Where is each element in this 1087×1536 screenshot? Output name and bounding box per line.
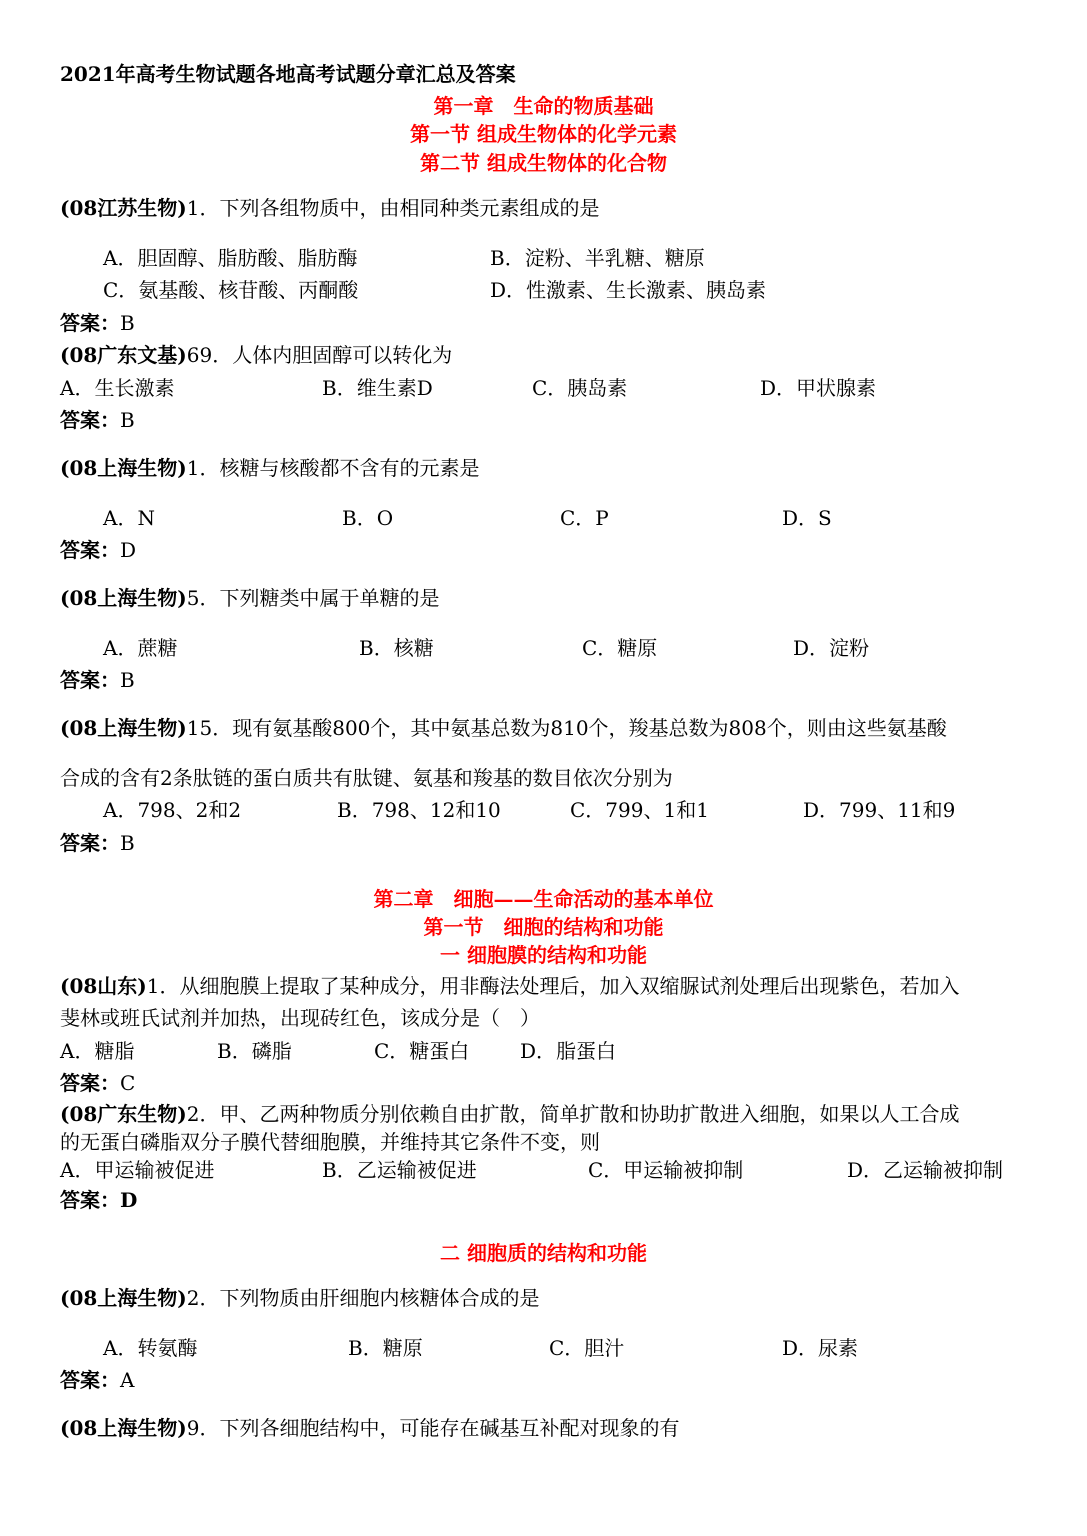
option-a: A．糖脂 bbox=[60, 1039, 135, 1063]
answer-7 bbox=[60, 1186, 137, 1214]
question-stem: 69．人体内胆固醇可以转化为 bbox=[186, 343, 453, 367]
option-d: D．脂蛋白 bbox=[520, 1039, 617, 1063]
option-b: B．糖原 bbox=[348, 1336, 423, 1360]
option-b: B．磷脂 bbox=[217, 1039, 292, 1063]
option-a: A．甲运输被促进 bbox=[60, 1158, 215, 1182]
question-8 bbox=[60, 1284, 540, 1312]
option-d: D．尿素 bbox=[782, 1336, 859, 1360]
answer-label: 答案： bbox=[60, 538, 120, 562]
answer-label: 答案： bbox=[60, 1188, 120, 1212]
option-b: B．维生素D bbox=[322, 376, 433, 400]
question-9 bbox=[60, 1414, 680, 1442]
question-source: (08上海生物) bbox=[60, 716, 187, 740]
option-a: A．N bbox=[103, 506, 155, 530]
answer-2 bbox=[60, 406, 135, 434]
question-source: (08上海生物) bbox=[60, 586, 187, 610]
answer-4 bbox=[60, 666, 135, 694]
answer-1 bbox=[60, 309, 135, 337]
answer-label: 答案： bbox=[60, 1071, 120, 1095]
option-a: A．生长激素 bbox=[60, 376, 175, 400]
option-b: B．乙运输被促进 bbox=[322, 1158, 477, 1182]
answer-3 bbox=[60, 536, 136, 564]
option-d: D．甲状腺素 bbox=[760, 376, 877, 400]
question-stem: 9．下列各细胞结构中，可能存在碱基互补配对现象的有 bbox=[186, 1416, 680, 1440]
option-b: B．核糖 bbox=[359, 636, 434, 660]
chapter-2-part-1-heading: 一 细胞膜的结构和功能 bbox=[440, 943, 647, 967]
option-b: B．O bbox=[342, 506, 394, 530]
chapter-2-part-2-heading: 二 细胞质的结构和功能 bbox=[440, 1241, 647, 1265]
option-c: C．甲运输被抑制 bbox=[588, 1158, 744, 1182]
answer-value: D bbox=[120, 538, 137, 562]
option-c: C．P bbox=[560, 506, 609, 530]
answer-label: 答案： bbox=[60, 831, 120, 855]
option-a: A．胆固醇、脂肪酸、脂肪酶 bbox=[103, 246, 358, 270]
option-c: C．799、1和1 bbox=[570, 798, 709, 822]
question-source: (08广东生物) bbox=[60, 1102, 187, 1126]
option-c: C．糖蛋白 bbox=[374, 1039, 470, 1063]
option-b: B．淀粉、半乳糖、糖原 bbox=[490, 246, 705, 270]
answer-value: D bbox=[120, 1188, 138, 1212]
answer-label: 答案： bbox=[60, 1368, 120, 1392]
question-7 bbox=[60, 1100, 960, 1128]
question-5-continued: 合成的含有2条肽链的蛋白质共有肽键、氨基和羧基的数目依次分别为 bbox=[60, 766, 673, 790]
document-title: 2021年高考生物试题各地高考试题分章汇总及答案 bbox=[60, 62, 516, 86]
answer-8 bbox=[60, 1366, 134, 1394]
option-d: D．乙运输被抑制 bbox=[847, 1158, 1004, 1182]
question-stem: 2．下列物质由肝细胞内核糖体合成的是 bbox=[186, 1286, 540, 1310]
chapter-1-section-2-heading: 第二节 组成生物体的化合物 bbox=[420, 151, 667, 175]
option-d: D．799、11和9 bbox=[803, 798, 956, 822]
question-stem: 1．核糖与核酸都不含有的元素是 bbox=[186, 456, 480, 480]
question-source: (08山东) bbox=[60, 974, 147, 998]
option-c: C．胆汁 bbox=[549, 1336, 625, 1360]
answer-label: 答案： bbox=[60, 408, 120, 432]
answer-label: 答案： bbox=[60, 668, 120, 692]
question-source: (08上海生物) bbox=[60, 456, 187, 480]
answer-5 bbox=[60, 829, 135, 857]
answer-value: B bbox=[120, 831, 135, 855]
question-source: (08江苏生物) bbox=[60, 196, 187, 220]
question-6 bbox=[60, 972, 960, 1000]
question-source: (08上海生物) bbox=[60, 1416, 187, 1440]
option-d: D．S bbox=[782, 506, 832, 530]
question-4 bbox=[60, 584, 440, 612]
question-6-continued: 斐林或班氏试剂并加热，出现砖红色，该成分是（ ） bbox=[60, 1006, 540, 1030]
question-7-continued: 的无蛋白磷脂双分子膜代替细胞膜，并维持其它条件不变，则 bbox=[60, 1130, 600, 1154]
answer-6 bbox=[60, 1069, 135, 1097]
question-source: (08上海生物) bbox=[60, 1286, 187, 1310]
chapter-2-section-1-heading: 第一节 细胞的结构和功能 bbox=[423, 915, 664, 939]
option-c: C．胰岛素 bbox=[532, 376, 628, 400]
question-stem: 2．甲、乙两种物质分别依赖自由扩散，简单扩散和协助扩散进入细胞，如果以人工合成 bbox=[186, 1102, 960, 1126]
option-a: A．798、2和2 bbox=[103, 798, 242, 822]
chapter-1-heading: 第一章 生命的物质基础 bbox=[433, 94, 654, 118]
question-source: (08广东文基) bbox=[60, 343, 187, 367]
question-2 bbox=[60, 341, 452, 369]
answer-value: B bbox=[120, 311, 135, 335]
option-d: D．淀粉 bbox=[793, 636, 870, 660]
option-c: C．糖原 bbox=[582, 636, 658, 660]
question-stem: 1．从细胞膜上提取了某种成分，用非酶法处理后，加入双缩脲试剂处理后出现紫色，若加入 bbox=[146, 974, 960, 998]
option-c: C．氨基酸、核苷酸、丙酮酸 bbox=[103, 278, 359, 302]
question-stem: 1．下列各组物质中，由相同种类元素组成的是 bbox=[186, 196, 600, 220]
answer-value: B bbox=[120, 408, 135, 432]
question-1 bbox=[60, 194, 600, 222]
chapter-2-heading: 第二章 细胞——生命活动的基本单位 bbox=[373, 887, 714, 911]
answer-value: A bbox=[120, 1368, 135, 1392]
option-d: D．性激素、生长激素、胰岛素 bbox=[490, 278, 767, 302]
question-stem: 5．下列糖类中属于单糖的是 bbox=[186, 586, 440, 610]
option-a: A．蔗糖 bbox=[103, 636, 178, 660]
question-3 bbox=[60, 454, 480, 482]
option-b: B．798、12和10 bbox=[337, 798, 501, 822]
option-a: A．转氨酶 bbox=[103, 1336, 198, 1360]
question-5 bbox=[60, 714, 947, 742]
chapter-1-section-1-heading: 第一节 组成生物体的化学元素 bbox=[410, 122, 677, 146]
question-stem: 15．现有氨基酸800个，其中氨基总数为810个，羧基总数为808个，则由这些氨基酸 bbox=[186, 716, 947, 740]
answer-value: C bbox=[120, 1071, 136, 1095]
answer-label: 答案： bbox=[60, 311, 120, 335]
answer-value: B bbox=[120, 668, 135, 692]
